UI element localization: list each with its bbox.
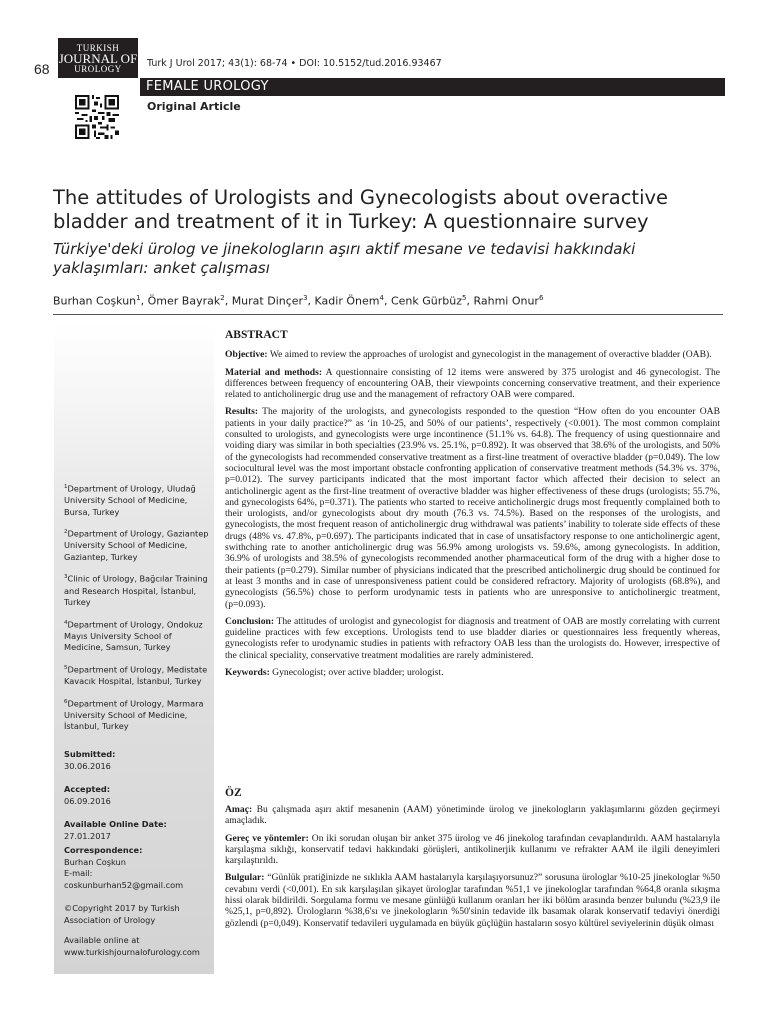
abstract-objective [225, 349, 720, 360]
accepted-label: Accepted: [64, 784, 111, 794]
conclusion-text: The attitudes of urologist and gynecologist for diagnosis and treatment of OAB are mostly correlating with current guideline practices with few exceptions. Urologists tend to use bladder diaries or questionnaires less frequently whereas, gynecologists refer to urodynamic studies in patients with refractory OAB less than the urologists do. However, irrespective of the clinical speciality, conservative treatment modalities are rarely administered. [225, 615, 720, 661]
affiliation-text: Department of Urology, Marmara University School of Medicine, İstanbul, Turkey [64, 698, 204, 732]
author-sup: 6 [538, 294, 544, 302]
methods-text: A questionnaire consisting of 12 items were answered by 375 urologist and 46 gynecologist. The differences between frequency of encountering OAB, their viewpoints concerning conservative treatment, and their experience related to anticholinergic drug use and the management of refractory OAB were compared. [225, 366, 721, 401]
objective-text: We aimed to review the approaches of urologist and gynecologist in the management of overactive bladder (OAB). [269, 349, 712, 361]
affiliation-sup: 1 [64, 484, 68, 490]
email-label: E-mail: [64, 868, 93, 878]
affiliation-item [64, 572, 209, 608]
affiliation-text: Department of Urology, Medistate Kavacık Hospital, İstanbul, Turkey [64, 664, 208, 687]
affiliation-text: Department of Urology, Gaziantep University School of Medicine, Gaziantep, Turkey [64, 528, 209, 562]
article-type: Original Article [147, 100, 241, 113]
online-date: 27.01.2017 [64, 830, 111, 841]
affiliation-item [64, 482, 209, 518]
amac-label: Amaç: [225, 804, 253, 815]
abstract-results [225, 406, 720, 609]
abstract-conclusion [225, 616, 720, 661]
article-title: The attitudes of Urologists and Gynecologists about overactive bladder and treatment of it in Turkey: A questionnaire survey [53, 186, 669, 233]
affiliation-text: Department of Urology, Uludağ University School of Medicine, Bursa, Turkey [64, 483, 196, 517]
abstract-section [225, 330, 720, 684]
yontem-text: On iki sorudan oluşan bir anket 375 ürolog ve 46 jinekolog tarafından cevaplandırıldı. AAM hastalarıyla karşılaşma sıklığı, konservatif tedavi hakkındaki görüşleri, antikolinerjik kullanımı ve refrakter AAM ile ilgili deneyimleri karşılaştırıldı. [225, 832, 720, 867]
available-online-link[interactable]: Available online at www.turkishjournalofurology.com [64, 935, 200, 957]
submitted-label: Submitted: [64, 749, 116, 759]
logo-line-1: TURKISH [76, 43, 120, 53]
oz-yontem [225, 833, 720, 867]
author-name: Murat Dinçer [231, 294, 304, 308]
affiliation-item [64, 697, 209, 733]
affiliation-sup: 6 [64, 698, 68, 705]
abstract-methods [225, 367, 720, 401]
bulgular-text: “Günlük pratiğinizde ne sıklıkla AAM hastalarıyla karşılaşıyorsunuz?” sorusuna ürologlar %10-25 jinekologlar %50 cevabını verdi (<0,001). En sık karşılaşılan şikayet ürologlar tarafından %51,1 ve jinekologlar tarafından %64,8 oranla sıkışma hissi olarak bildirildi. Sorgulama formu ve mesane günlüğü kullanım oranları her iki bölüm arasında benzer bulundu (%23,9 ile %25,1, p=0,892). Ürologların %38,6'sı ve jinekologların %50'sinin tedavide ilk basamak olarak konservatif tedaviyi önerdiği gözlendi (p=0,049). Konservatif tedavileri uygulamada en büyük güçlüğün hastaların sosyo kültürel seviyelerinin düşük olması [225, 872, 720, 929]
author-sup: 3 [303, 294, 308, 302]
correspondence-label: Correspondence: [64, 845, 143, 855]
article-dates [64, 749, 209, 842]
objective-label: Objective: [225, 349, 268, 361]
header-divider [53, 314, 723, 315]
affiliation-sup: 3 [64, 574, 68, 581]
affiliation-list [64, 482, 209, 733]
author-name: Rahmi Onur [473, 294, 539, 308]
results-label: Results: [225, 406, 259, 418]
abstract-keywords [225, 667, 720, 678]
affiliation-text: Department of Urology, Ondokuz Mayıs University School of Medicine, Samsun, Turkey [64, 619, 203, 653]
section-banner [140, 78, 725, 96]
oz-amac [225, 804, 720, 827]
author-sup: 5 [461, 294, 467, 302]
logo-line-3: UROLOGY [74, 64, 122, 74]
correspondence-block [64, 845, 209, 891]
affiliation-item [64, 663, 209, 688]
correspondence-email[interactable]: coskunburhan52@gmail.com [64, 879, 184, 890]
article-subtitle: Türkiye'deki ürolog ve jinekologların aşırı aktif mesane ve tedavisi hakkındaki yaklaşımları: anket çalışması [53, 240, 636, 277]
author-list: Burhan Coşkun$^1$, Ömer Bayrak$^2$, Murat Dinçer$^3$, Kadir Önem$^4$, Cenk Gürbüz$^5$, Rahmi Onur$^6$ [53, 294, 544, 308]
yontem-label: Gereç ve yöntemler: [225, 832, 309, 844]
results-text: The majority of the urologists, and gynecologists responded to the question “How often do you encounter OAB patients in your daily practice?” as ‘in 10-25, and 50% of our patients’, respectively (<0.001). The most common complaint consulted to urologists, and gynecologists were urge incontinence (51.1% vs. 64.8). The frequency of using questionnaire and voiding diary was similar in both specialties (23.9% vs. 25.1%, p=0.892). It was observed that 38.6% of the urologists, and 50% of the gynecologists had recommended conservative treatment as a first-line treatment of overactive bladder (p=0.049). The low sociocultural level was the most important obstacle confronting application of conservative treatment methods (54.3% vs. 37%, p=0.012). The survey participants indicated that the most important factor which affected their decision to select an anticholinergic agent as the first-line treatment of overactive bladder was higher effectiveness of these drugs (urologists; 55.7%, and gynecologists 64%, p=0.371). The patients who started to receive anticholinergic drugs most frequently complained both to their urologists, and/or gynecologists about dry mouth (76.3 vs. 74.5%). Based on the responses of the urologists, and gynecologists, the most frequent reason of anticholinergic drug withdrawal was patients’ inability to tolerate side effects of these drugs (48% vs. 47.8%, p=0.697). The participants indicated that in case of unsatisfactory response to one anticholinergic agent, swithching rate to another anticholinergic drug was 56.9% among urologists vs. 59.6%, among gynecologists. In addition, 36.9% of urologists and 38.5% of gynecologists recommended another pharmaceutical form of the drug with a higher dose to their patients (p=0.279). Similar number of physicians indicated that the prescribed anticholinergic drug should be continued for at least 3 months and in case of unresponsiveness patient could be considered refractory. Majority of urologists (68.8%), and gynecologists (56.5%) chose to perform urodynamic tests in patients who are unresponsive to anticholinergic treatment, (p=0.093). [225, 406, 720, 610]
submitted-date: 30.06.2016 [64, 760, 111, 771]
conclusion-label: Conclusion: [225, 615, 275, 627]
bulgular-label: Bulgular: [225, 872, 265, 884]
online-date-label: Available Online Date: [64, 819, 167, 829]
author-name: Cenk Gürbüz [390, 294, 462, 308]
author-name: Kadir Önem [314, 294, 380, 308]
logo-line-2: JOURNAL OF [58, 51, 138, 66]
affiliation-sup: 5 [64, 664, 68, 671]
section-label: FEMALE UROLOGY [146, 79, 269, 94]
oz-section [225, 804, 720, 935]
page-number: 68 [34, 61, 50, 77]
affiliation-text: Clinic of Urology, Bağcılar Training and Research Hospital, İstanbul, Turkey [64, 574, 208, 608]
affiliation-sup: 4 [64, 619, 68, 626]
author-sup: 2 [220, 294, 225, 302]
affiliation-item [64, 618, 209, 654]
methods-label: Material and methods: [225, 366, 323, 378]
author-sup: 1 [136, 294, 141, 302]
affiliation-item [64, 527, 209, 563]
oz-bulgular [225, 872, 720, 928]
author-sup: 4 [379, 294, 384, 302]
correspondence-name: Burhan Coşkun [64, 856, 126, 867]
oz-heading: ÖZ [225, 787, 242, 799]
copyright-notice: ©Copyright 2017 by Turkish Association of Urology [64, 903, 180, 925]
author-name: Burhan Coşkun [53, 294, 137, 308]
abstract-heading: ABSTRACT [225, 329, 288, 341]
qr-code-icon[interactable] [75, 95, 119, 139]
keywords-text: Gynecologist; over active bladder; urologist. [272, 667, 444, 679]
amac-text: Bu çalışmada aşırı aktif mesanenin (AAM) yönetiminde ürolog ve jinekologların yaklaşımlarını gözden geçirmeyi amaçladık. [225, 804, 721, 827]
author-name: Ömer Bayrak [147, 294, 221, 308]
keywords-label: Keywords: [225, 667, 270, 679]
affiliation-sup: 2 [64, 529, 68, 536]
journal-logo [58, 38, 138, 78]
accepted-date: 06.09.2016 [64, 795, 111, 806]
citation-line: Turk J Urol 2017; 43(1): 68-74 • DOI: 10.5152/tud.2016.93467 [147, 58, 442, 69]
